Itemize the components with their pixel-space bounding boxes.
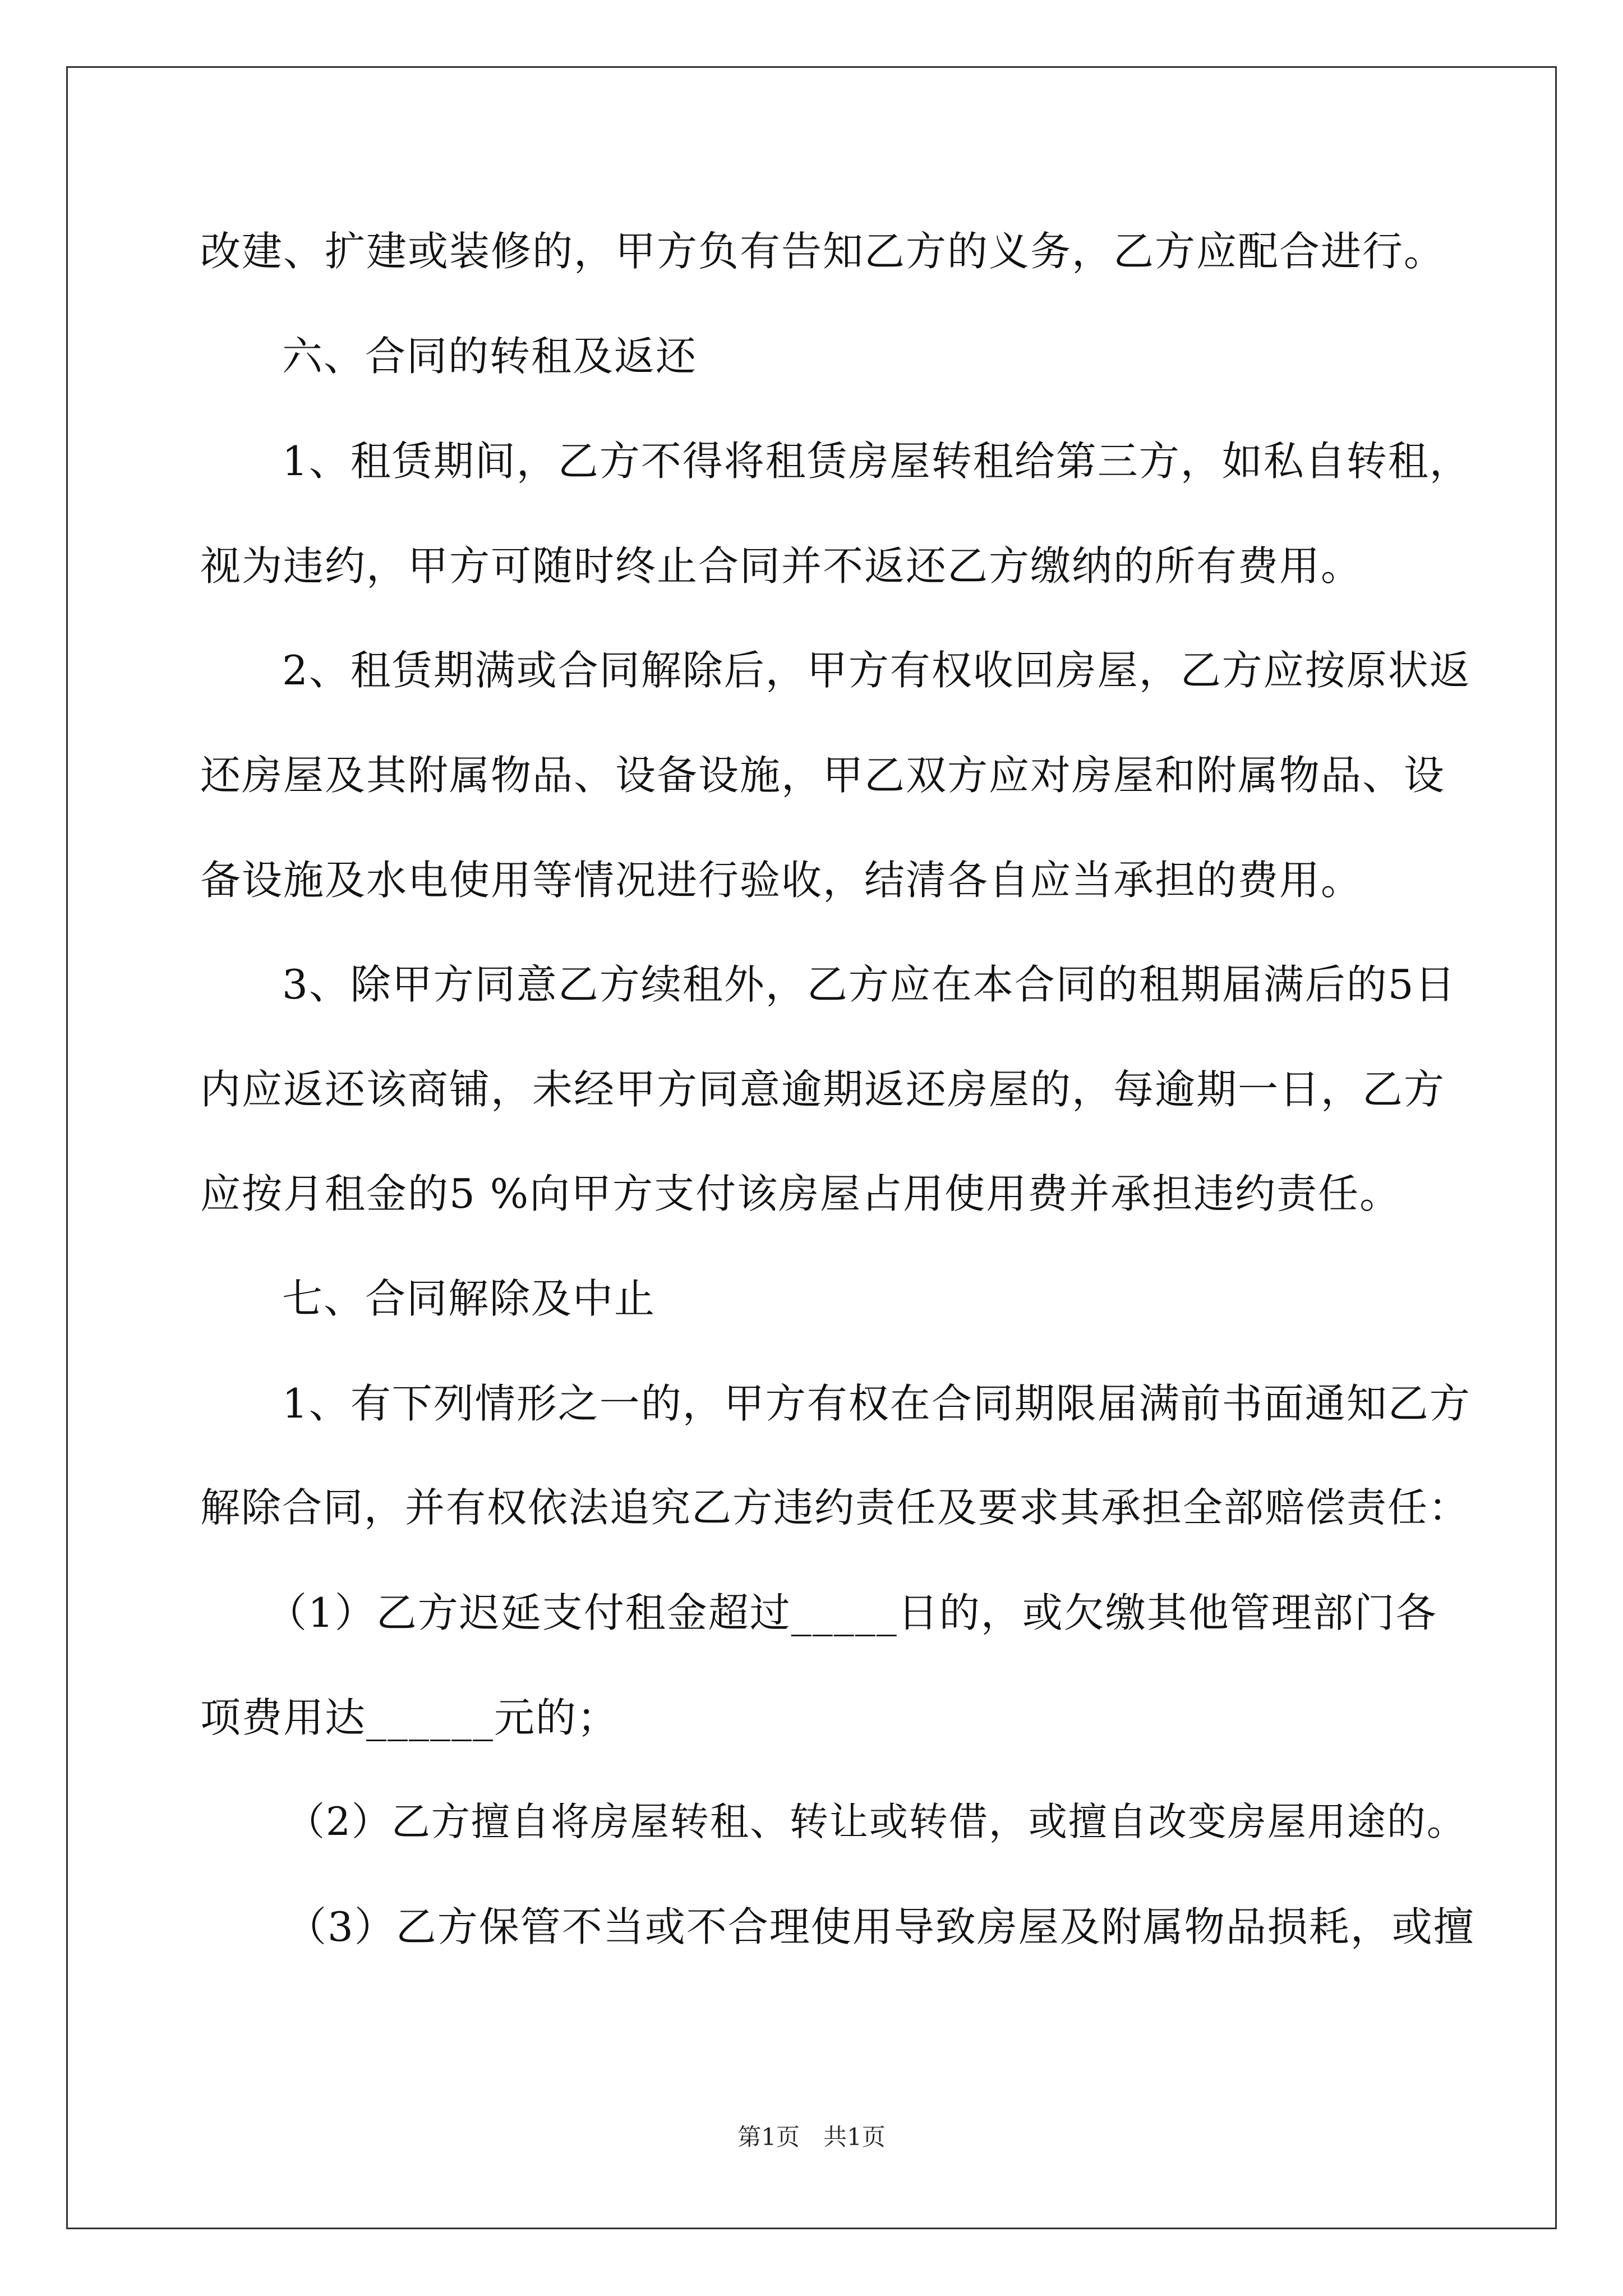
paragraph-line-1: 改建、扩建或装修的，甲方负有告知乙方的义务，乙方应配合进行。 <box>200 228 1446 275</box>
paragraph-line-3: 1、租赁期间，乙方不得将租赁房屋转租给第三方，如私自转租， <box>282 438 1471 485</box>
paragraph-line-7: 备设施及水电使用等情况进行验收，结清各自应当承担的费用。 <box>200 857 1363 904</box>
paragraph-line-17: （3）乙方保管不当或不合理使用导致房屋及附属物品损耗，或擅 <box>286 1903 1475 1950</box>
paragraph-line-8: 3、除甲方同意乙方续租外，乙方应在本合同的租期届满后的5日 <box>282 961 1456 1008</box>
paragraph-line-10: 应按月租金的5 %向甲方支付该房屋占用使用费并承担违约责任。 <box>200 1170 1401 1217</box>
section-heading-6: 六、合同的转租及返还 <box>282 333 698 380</box>
paragraph-line-4: 视为违约，甲方可随时终止合同并不返还乙方缴纳的所有费用。 <box>200 542 1363 590</box>
paragraph-line-12: 1、有下列情形之一的，甲方有权在合同期限届满前书面通知乙方 <box>282 1380 1471 1427</box>
paragraph-line-9: 内应返还该商铺，未经甲方同意逾期返还房屋的，每逾期一日，乙方 <box>200 1066 1446 1113</box>
paragraph-line-16: （2）乙方擅自将房屋转租、转让或转借，或擅自改变房屋用途的。 <box>286 1800 1467 1844</box>
section-heading-7: 七、合同解除及中止 <box>282 1275 656 1322</box>
paragraph-line-14: （1）乙方迟延支付租金超过_____日的，或欠缴其他管理部门各 <box>266 1589 1437 1636</box>
page-footer: 第1页 共1页 <box>737 2123 886 2151</box>
paragraph-line-13: 解除合同，并有权依法追究乙方违约责任及要求其承担全部赔偿责任： <box>200 1484 1470 1531</box>
paragraph-line-6: 还房屋及其附属物品、设备设施，甲乙双方应对房屋和附属物品、设 <box>200 752 1446 799</box>
paragraph-line-15: 项费用达______元的； <box>200 1694 619 1741</box>
paragraph-line-5: 2、租赁期满或合同解除后，甲方有权收回房屋，乙方应按原状返 <box>282 647 1471 694</box>
